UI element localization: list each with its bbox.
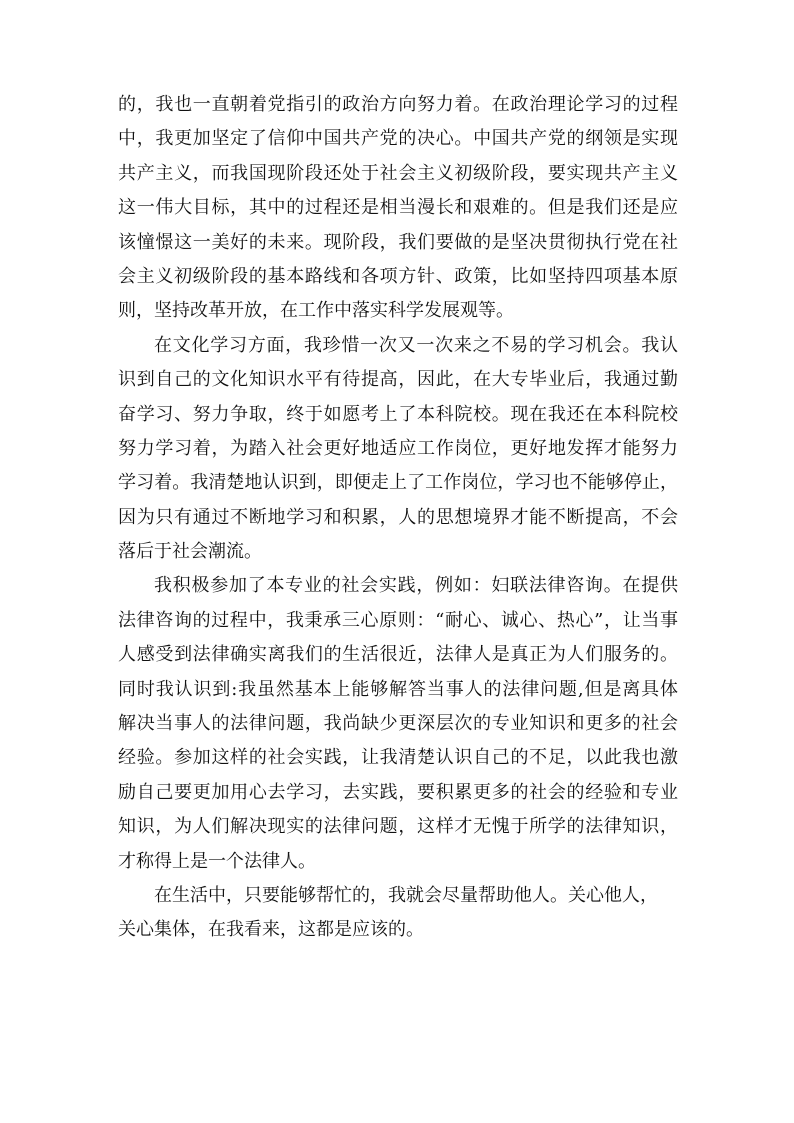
paragraph-social-practice	[118, 569, 678, 879]
text-line: 同时我认识到:我虽然基本上能够解答当事人的法律问题,但是离具体	[118, 678, 678, 700]
text-line: 落后于社会潮流。	[118, 541, 262, 563]
text-line: 知识，为人们解决现实的法律问题，这样才无愧于所学的法律知识，	[118, 816, 678, 838]
text-line: 励自己要更加用心去学习，去实践，要积累更多的社会的经验和专业	[118, 781, 678, 803]
text-line: 共产主义，而我国现阶段还处于社会主义初级阶段，要实现共产主义	[118, 162, 678, 184]
text-line: 人感受到法律确实离我们的生活很近，法律人是真正为人们服务的。	[118, 644, 678, 666]
text-line: 法律咨询的过程中，我秉承三心原则：“耐心、诚心、热心”，让当事	[118, 609, 678, 631]
paragraph-cultural-study	[118, 329, 678, 570]
text-line: 解决当事人的法律问题，我尚缺少更深层次的专业知识和更多的社会	[118, 713, 678, 735]
text-line: 的，我也一直朝着党指引的政治方向努力着。在政治理论学习的过程	[118, 94, 678, 115]
text-line: 关心集体，在我看来，这都是应该的。	[118, 919, 424, 941]
text-line: 经验。参加这样的社会实践，让我清楚认识自己的不足，以此我也激	[118, 747, 678, 769]
text-line: 则，坚持改革开放，在工作中落实科学发展观等。	[118, 300, 514, 322]
paragraph-political-study	[118, 88, 678, 329]
text-line: 这一伟大目标，其中的过程还是相当漫长和艰难的。但是我们还是应	[118, 197, 678, 219]
text-line: 才称得上是一个法律人。	[118, 850, 316, 872]
text-line: 努力学习着，为踏入社会更好地适应工作岗位，更好地发挥才能努力	[118, 437, 678, 459]
text-line: 因为只有通过不断地学习和积累，人的思想境界才能不断提高，不会	[118, 506, 678, 528]
text-line: 中，我更加坚定了信仰中国共产党的决心。中国共产党的纲领是实现	[118, 128, 678, 150]
text-line: 该憧憬这一美好的未来。现阶段，我们要做的是坚决贯彻执行党在社	[118, 231, 678, 253]
text-line: 在文化学习方面，我珍惜一次又一次来之不易的学习机会。我认	[154, 334, 678, 356]
text-line: 学习着。我清楚地认识到，即便走上了工作岗位，学习也不能够停止，	[118, 472, 678, 494]
paragraph-daily-life	[118, 879, 678, 948]
text-line: 在生活中，只要能够帮忙的，我就会尽量帮助他人。关心他人，	[154, 884, 658, 906]
text-line: 奋学习、努力争取，终于如愿考上了本科院校。现在我还在本科院校	[118, 403, 678, 425]
text-line: 识到自己的文化知识水平有待提高，因此，在大专毕业后，我通过勤	[118, 369, 678, 391]
text-line: 我积极参加了本专业的社会实践，例如：妇联法律咨询。在提供	[154, 575, 678, 597]
document-body	[118, 88, 678, 948]
text-line: 会主义初级阶段的基本路线和各项方针、政策，比如坚持四项基本原	[118, 265, 678, 287]
